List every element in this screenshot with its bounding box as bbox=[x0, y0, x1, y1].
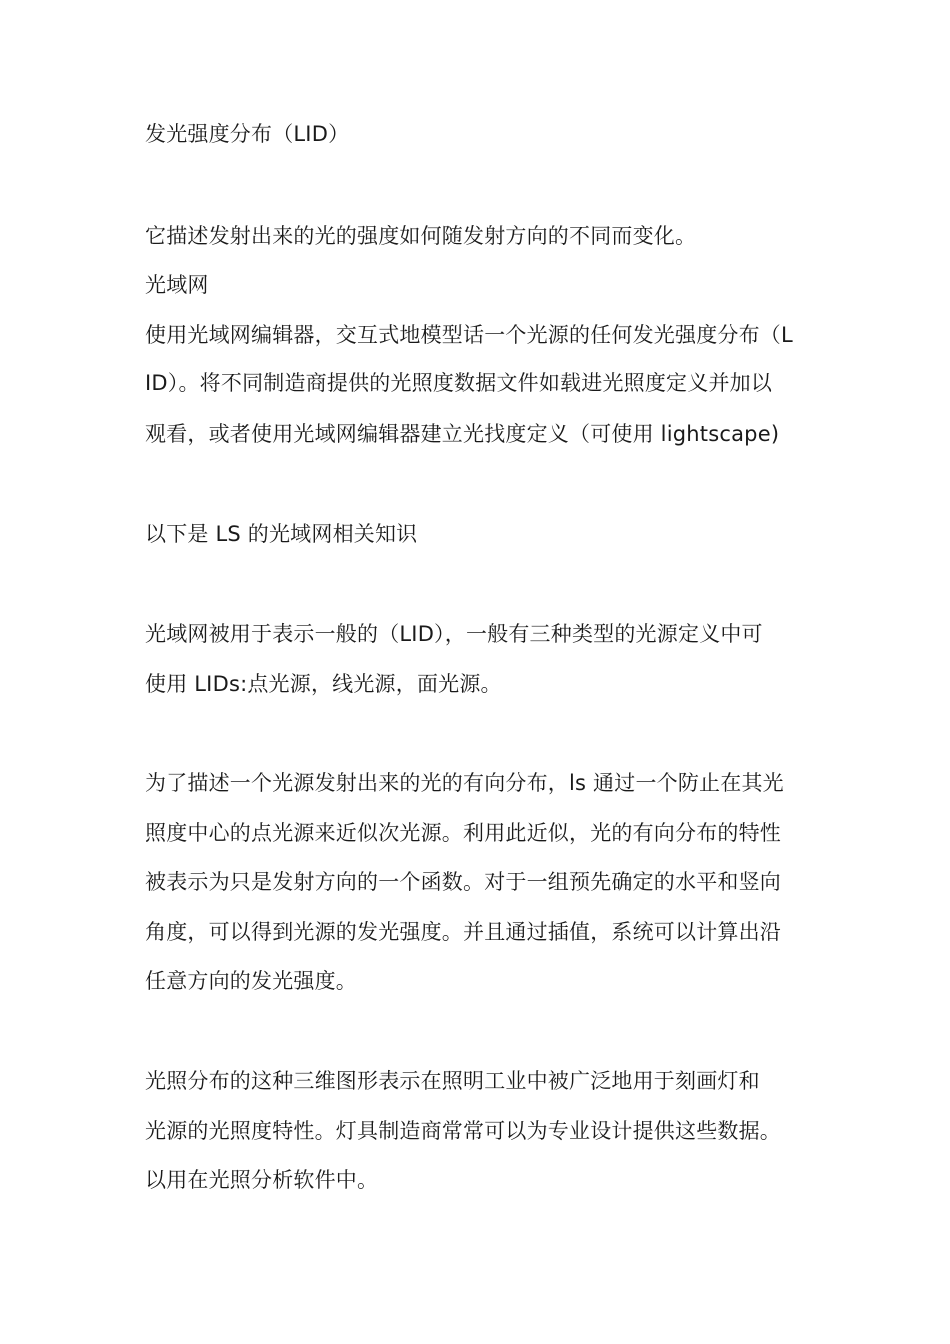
paragraph-line: 以下是 LS 的光域网相关知识 bbox=[145, 522, 418, 546]
paragraph-line: 角度，可以得到光源的发光强度。并且通过插值，系统可以计算出沿 bbox=[145, 920, 781, 944]
paragraph-line: 使用 LIDs:点光源，线光源，面光源。 bbox=[145, 672, 502, 696]
paragraph-line: 以用在光照分析软件中。 bbox=[145, 1168, 379, 1192]
paragraph-line: 观看，或者使用光域网编辑器建立光找度定义（可使用 lightscape) bbox=[145, 422, 780, 446]
paragraph-line: 光域网被用于表示一般的（LID），一般有三种类型的光源定义中可 bbox=[145, 622, 763, 646]
paragraph-line: 为了描述一个光源发射出来的光的有向分布，ls 通过一个防止在其光 bbox=[145, 771, 784, 795]
paragraph-line: 被表示为只是发射方向的一个函数。对于一组预先确定的水平和竖向 bbox=[145, 870, 781, 894]
paragraph-line: 照度中心的点光源来近似次光源。利用此近似，光的有向分布的特性 bbox=[145, 821, 781, 845]
paragraph-line: 它描述发射出来的光的强度如何随发射方向的不同而变化。 bbox=[145, 224, 697, 248]
section-title-ies: 光域网 bbox=[145, 273, 209, 297]
paragraph-line: 光源的光照度特性。灯具制造商常常可以为专业设计提供这些数据。 bbox=[145, 1119, 781, 1143]
paragraph-line: 光照分布的这种三维图形表示在照明工业中被广泛地用于刻画灯和 bbox=[145, 1069, 760, 1093]
paragraph-line: 使用光域网编辑器，交互式地模型话一个光源的任何发光强度分布（L bbox=[145, 323, 793, 347]
section-title-lid: 发光强度分布（LID） bbox=[145, 122, 350, 146]
paragraph-line: 任意方向的发光强度。 bbox=[145, 969, 357, 993]
paragraph-line: ID）。将不同制造商提供的光照度数据文件如载进光照度定义并加以 bbox=[145, 371, 773, 395]
